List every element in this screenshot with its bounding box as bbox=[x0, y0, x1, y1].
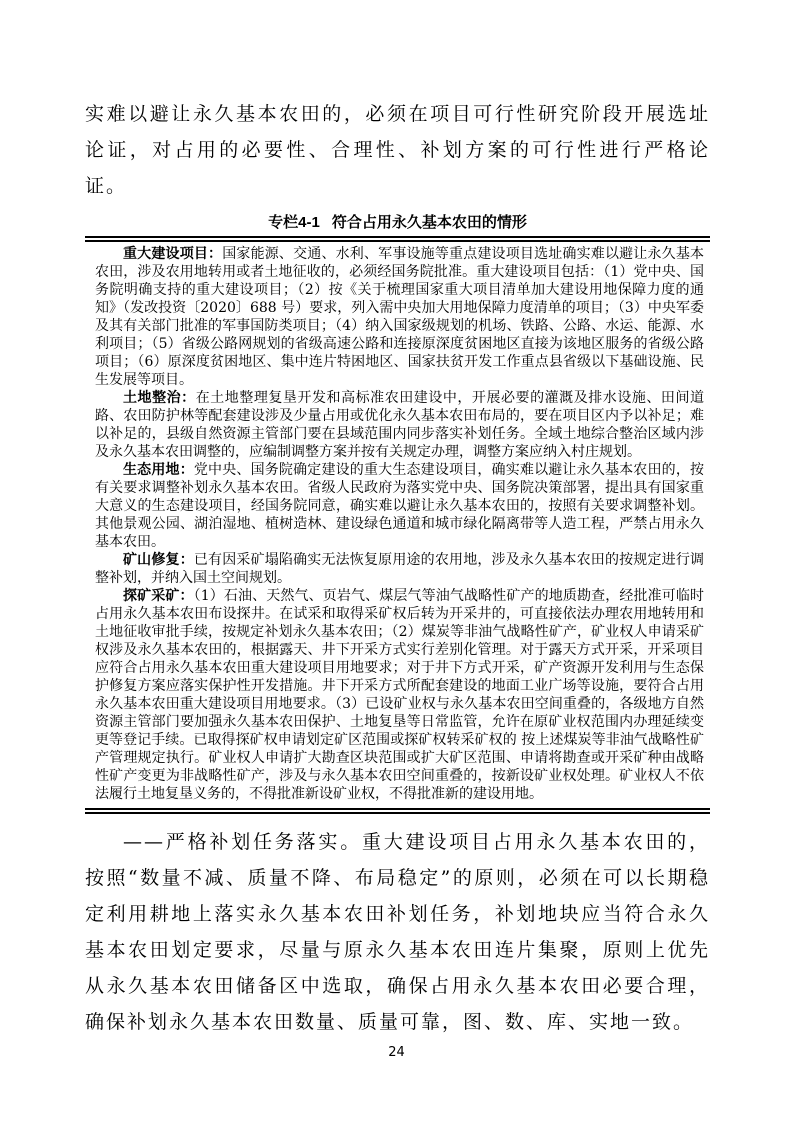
box-title-text: 符合占用永久基本农田的情形 bbox=[331, 214, 527, 231]
section-body: 国家能源、交通、水利、军事设施等重点建设项目选址确实难以避让永久基本农田，涉及农用地转用或者土地征收的，必须经国务院批准。重大建设项目包括：（1）党中央、国务院明确支持的重大建设项目；（2）按《关于梳理国家重大项目清单加大建设用地保障力度的通知》（发改投资〔2020〕688 号）要求，列入需中央加大用地保障力度清单的项目；（3）中央军委及其有关部门批准的军事国防类项目；（4）纳入国家级规划的机场、铁路、公路、水运、能源、水利项目；（5）省级公路网规划的省级高速公路和连接原深度贫困地区直接为该地区服务的省级公路项目；（6）原深度贫困地区、集中连片特困地区、国家扶贫开发工作重点县省级以下基础设施、民生发展等项目。 bbox=[95, 246, 705, 388]
section-heading: 生态用地： bbox=[123, 462, 194, 478]
section-body: （1）石油、天然气、页岩气、煤层气等油气战略性矿产的地质勘查，经批准可临时占用永久基本农田布设探井。在试采和取得采矿权后转为开采井的，可直接依法办理农用地转用和土地征收审批手续，按规定补划永久基本农田；（2）煤炭等非油气战略性矿产，矿业权人申请采矿权涉及永久基本农田的，根据露天、井下开采方式实行差别化管理。对于露天方式开采，开采项目应符合占用永久基本农田重大建设项目用地要求；对于井下方式开采，矿产资源开发利用与生态保护修复方案应落实保护性开发措施。井下开采方式所配套建设的地面工业广场等设施，要符合占用永久基本农田重大建设项目用地要求。（3）已设矿业权与永久基本农田空间重叠的，各级地方自然资源主管部门要加强永久基本农田保护、土地复垦等日常监管，允许在原矿业权范围内办理延续变更等登记手续。已取得探矿权申请划定矿区范围或探矿权转采矿权的 按上述煤炭等非油气战略性矿产管理规定执行。矿业权人申请扩大勘查区块范围或扩大矿区范围、申请将勘查或开采矿种由战略性矿产变更为非战略性矿产，涉及与永久基本农田空间重叠的，按新设矿业权处理。矿业权人不依法履行土地复垦义务的，不得批准新设矿业权，不得批准新的建设用地。 bbox=[95, 588, 705, 802]
section-body: 党中央、国务院确定建设的重大生态建设项目，确实难以避让永久基本农田的，按有关要求调整补划永久基本农田。省级人民政府为落实党中央、国务院决策部署，提出具有国家重大意义的生态建设项目，经国务院同意，确实难以避让永久基本农田的，按照有关要求调整补划。其他景观公园、湖泊湿地、植树造林、建设绿色通道和城市绿化隔离带等人造工程，严禁占用永久基本农田。 bbox=[95, 462, 704, 550]
box-section-major-projects bbox=[95, 245, 704, 389]
box-section-mine-restoration bbox=[95, 551, 704, 587]
section-heading: 探矿采矿： bbox=[123, 588, 194, 604]
box-section-ecological-land bbox=[95, 461, 704, 551]
section-body: 已有因采矿塌陷确实无法恢复原用途的农用地，涉及永久基本农田的按规定进行调整补划，并纳入国土空间规划。 bbox=[95, 552, 704, 586]
intro-paragraph: 实难以避让永久基本农田的，必须在项目可行性研究阶段开展选址论证，对占用的必要性、合理性、补划方案的可行性进行严格论证。 bbox=[85, 103, 710, 197]
column-box bbox=[85, 236, 710, 814]
box-section-prospecting-mining bbox=[95, 587, 704, 803]
box-title-label: 专栏4-1 bbox=[268, 214, 320, 231]
section-body: 在土地整理复垦开发和高标准农田建设中，开展必要的灌溉及排水设施、田间道路、农田防护林等配套建设涉及少量占用或优化永久基本农田布局的，要在项目区内予以补足；难以补足的，县级自然资源主管部门要在县域范围内同步落实补划任务。全域土地综合整治区域内涉及永久基本农田调整的，应编制调整方案并按有关规定办理，调整方案应纳入村庄规划。 bbox=[95, 390, 705, 460]
section-heading: 重大建设项目： bbox=[123, 246, 223, 262]
section-heading: 矿山修复： bbox=[123, 552, 194, 568]
box-section-land-consolidation bbox=[95, 389, 704, 461]
page-number: 24 bbox=[388, 1045, 405, 1060]
closing-paragraph: ——严格补划任务落实。重大建设项目占用永久基本农田的，按照“数量不减、质量不降、布局稳定”的原则，必须在可以长期稳定利用耕地上落实永久基本农田补划任务，补划地块应当符合永久基本农田划定要求，尽量与原永久基本农田连片集聚，原则上优先从永久基本农田储备区中选取，确保占用永久基本农田必要合理，确保补划永久基本农田数量、质量可靠，图、数、库、实地一致。 bbox=[85, 831, 710, 1033]
box-title bbox=[85, 212, 710, 233]
section-heading: 土地整治： bbox=[123, 390, 196, 406]
